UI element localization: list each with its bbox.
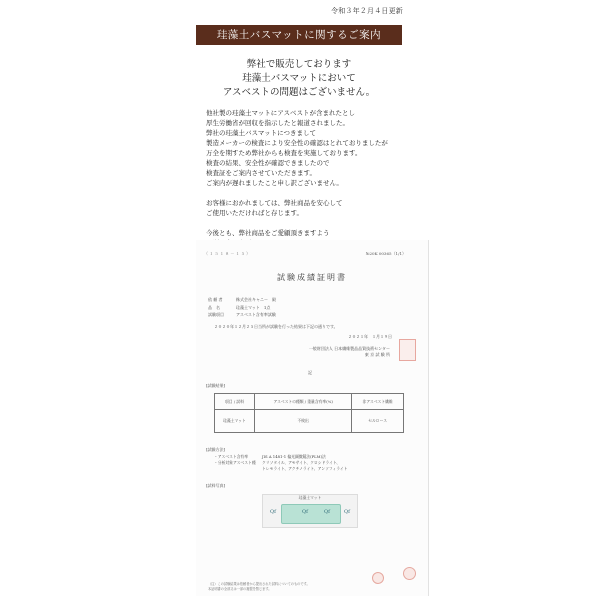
table-row	[215, 410, 404, 433]
body-line: 厚生労働省が回収を指示したと報道されました。	[206, 119, 349, 127]
certificate-ref-number: №20K 00365（1/1）	[365, 251, 406, 256]
body-line: ご案内が遅れましたこと申し訳ございません。	[206, 179, 343, 187]
body-line: 検査証をご案内させていただきます。	[206, 169, 316, 177]
info-row	[208, 304, 276, 312]
lab-logo-icon: Qf	[270, 509, 276, 515]
table-cell: 珪藻土マット	[215, 410, 255, 433]
info-value: アスベスト含有率試験	[236, 312, 276, 317]
method-value: トレモライト、アクチノライト、アンソフィライト	[262, 466, 348, 471]
certificate-date: ２０２１年 １月１９日	[348, 334, 392, 339]
test-method	[214, 454, 347, 472]
sample-photo	[262, 494, 358, 528]
table-cell: 不検出	[254, 410, 351, 433]
lab-logo-icon: Qf	[344, 509, 350, 515]
certificate-issuer	[309, 346, 390, 358]
certificate-title: 試験成績証明書	[277, 273, 347, 282]
red-stamp	[372, 572, 384, 584]
body-line: 検査の結果、安全性が確認できましたので	[206, 159, 330, 167]
section-photo-label: [試料写真]	[206, 483, 226, 488]
table-cell: アスベストの種類 / 重量含有率(%)	[254, 394, 351, 410]
body-line: 他社製の珪藻土マットにアスベストが含まれたとし	[206, 109, 355, 117]
headline-line: アスベストの問題はございません。	[222, 87, 376, 98]
method-key: ・分析対象アスベスト種	[214, 460, 256, 465]
headline-line: 弊社で販売しております	[246, 59, 352, 70]
lab-logo-icon: Qf	[302, 509, 308, 515]
body-line: 万全を期すため弊社からも検査を実施しております。	[206, 149, 362, 157]
certificate-note: ２０２０年１２月２５日当所が試験を行った結果は下記の通りです。	[214, 324, 338, 329]
info-key: 試験項目	[208, 312, 224, 317]
photo-label: 珪藻土マット	[298, 495, 322, 500]
table-cell: 非アスベスト繊維	[352, 394, 404, 410]
body-line: 製造メーカーの検査により安全性の確認はとれておりましたが	[206, 139, 388, 147]
method-row	[214, 466, 347, 472]
page-banner: 珪藻土バスマットに関するご案内	[196, 25, 402, 45]
method-key: ・アスベスト含有率	[214, 454, 249, 459]
body-line: ご使用いただければと存じます。	[206, 209, 303, 217]
update-date: 令和３年２月４日更新	[331, 7, 403, 15]
table-cell: セルロース	[352, 410, 404, 433]
headline	[196, 58, 402, 100]
method-value: クリソタイル、アモサイト、クロシドライト、	[262, 460, 341, 465]
info-value: 株式会社キャニー 殿	[236, 297, 276, 302]
method-value: JIS A 1481-1 偏光顕微鏡法(PLM)法	[262, 454, 326, 459]
lab-logo-icon: Qf	[324, 509, 330, 515]
results-table	[214, 393, 404, 433]
body-line: 弊社の珪藻土バスマットにつきまして	[206, 129, 316, 137]
certificate-ki: 記	[308, 370, 312, 375]
info-key: 依 頼 者	[208, 297, 223, 302]
footnote-line: 本証明書の全部又は一部の複製を禁じます。	[208, 586, 272, 591]
paragraph-gap	[206, 218, 406, 228]
issuer-line: 一般財団法人 日本繊維製品品質技術センター	[308, 346, 390, 351]
notice-body	[206, 108, 406, 248]
headline-line: 珪藻土バスマットにおいて	[242, 73, 356, 84]
body-line: お客様におかれましては、弊社商品を安心して	[206, 199, 343, 207]
section-results-label: [試験結果]	[206, 383, 226, 388]
info-row	[208, 296, 276, 304]
certificate-footnote	[208, 582, 310, 591]
table-header-row	[215, 394, 404, 410]
issuer-line: 東 京 試 験 所	[364, 352, 390, 357]
table-cell: 項目 / 試料	[215, 394, 255, 410]
paragraph-gap	[206, 188, 406, 198]
body-line: 今後とも、弊社商品をご愛顧頂きますよう	[206, 229, 330, 237]
info-value: 珪藻土マット 1点	[236, 304, 271, 310]
red-stamp	[403, 567, 416, 580]
info-row	[208, 311, 276, 319]
info-key: 品 名	[208, 304, 220, 310]
certificate-ref-left: （ １ ５ １ ８ － １ ５ ）	[204, 251, 251, 256]
footnote-line: （注）この試験結果は依頼者から提出された試料についてのものです。	[208, 582, 310, 586]
test-certificate-image	[196, 240, 429, 596]
official-seal-stamp	[399, 339, 416, 361]
section-method-label: [試験方法]	[206, 447, 226, 452]
certificate-info	[208, 296, 276, 319]
